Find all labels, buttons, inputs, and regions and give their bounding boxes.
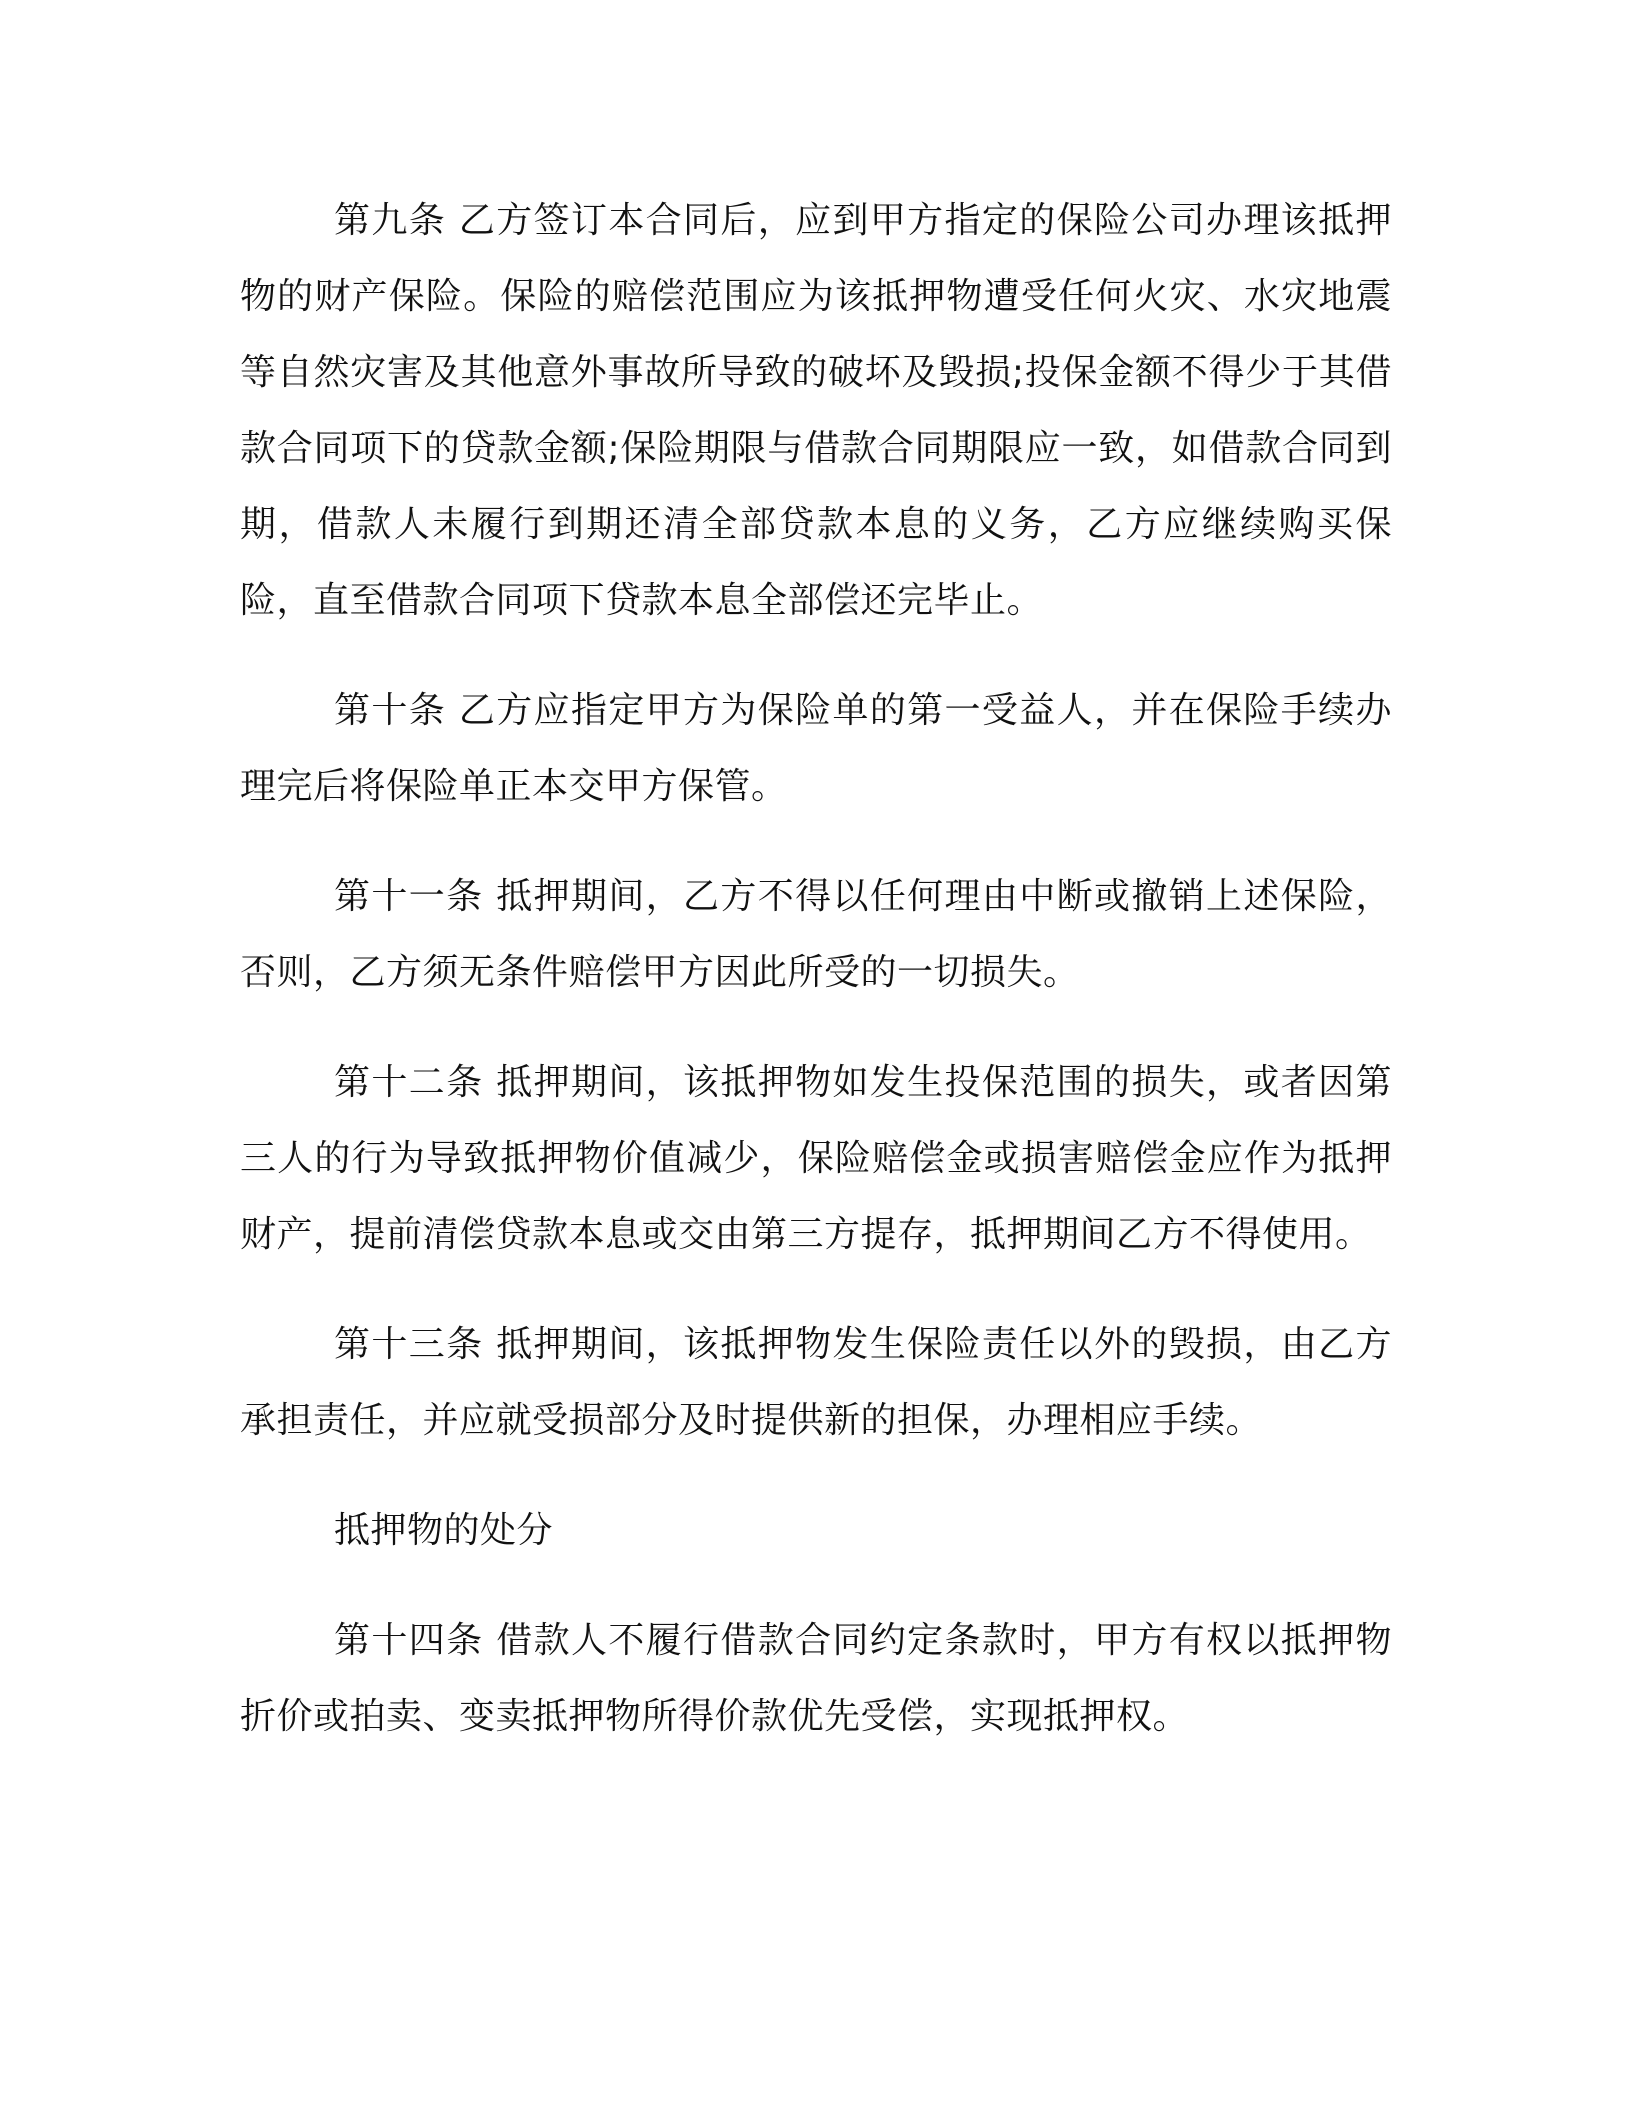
clause-9-paragraph: 第九条 乙方签订本合同后，应到甲方指定的保险公司办理该抵押物的财产保险。保险的赔偿范围应为该抵押物遭受任何火灾、水灾地震等自然灾害及其他意外事故所导致的破坏及毁损;投保金额不得少于其借款合同项下的贷款金额;保险期限与借款合同期限应一致，如借款合同到期，借款人未履行到期还清全部贷款本息的义务，乙方应继续购买保险，直至借款合同项下贷款本息全部偿还完毕止。 <box>240 200 1392 621</box>
clause-14-paragraph: 第十四条 借款人不履行借款合同约定条款时，甲方有权以抵押物折价或拍卖、变卖抵押物所得价款优先受偿，实现抵押权。 <box>240 1620 1392 1737</box>
clause-11-paragraph: 第十一条 抵押期间，乙方不得以任何理由中断或撤销上述保险，否则，乙方须无条件赔偿甲方因此所受的一切损失。 <box>240 876 1392 993</box>
clause-10-paragraph: 第十条 乙方应指定甲方为保险单的第一受益人，并在保险手续办理完后将保险单正本交甲方保管。 <box>240 690 1392 807</box>
document-body <box>240 183 1392 1789</box>
clause-13-paragraph: 第十三条 抵押期间，该抵押物发生保险责任以外的毁损，由乙方承担责任，并应就受损部分及时提供新的担保，办理相应手续。 <box>240 1324 1392 1441</box>
clause-12-paragraph: 第十二条 抵押期间，该抵押物如发生投保范围的损失，或者因第三人的行为导致抵押物价值减少，保险赔偿金或损害赔偿金应作为抵押财产，提前清偿贷款本息或交由第三方提存，抵押期间乙方不得使用。 <box>240 1062 1392 1255</box>
section-heading: 抵押物的处分 <box>334 1510 554 1551</box>
